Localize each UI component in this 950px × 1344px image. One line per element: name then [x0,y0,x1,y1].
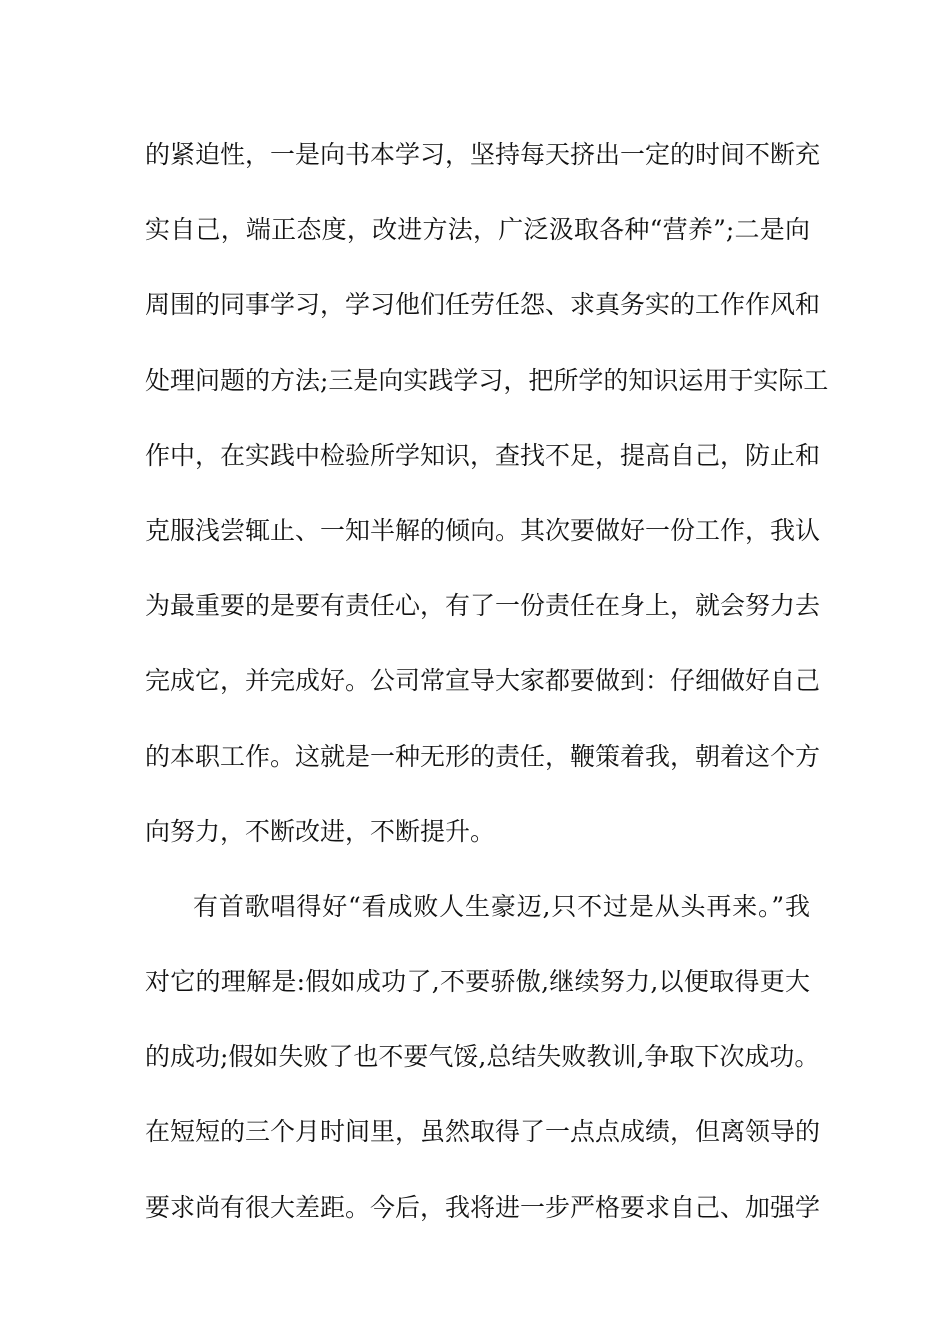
body-text [145,128,829,1256]
text-line: 在短短的三个月时间里，虽然取得了一点点成绩，但离领导的 [145,1117,821,1147]
text-line: 实自己，端正态度，改进方法，广泛汲取各种“营养”;二是向 [145,215,810,245]
text-line: 作中，在实践中检验所学知识，查找不足，提高自己，防止和 [145,440,821,470]
text-line-paragraph-end: 向努力，不断改进，不断提升。 [145,816,496,846]
text-line: 周围的同事学习，学习他们任劳任怨、求真务实的工作作风和 [145,290,821,320]
text-line: 处理问题的方法;三是向实践学习，把所学的知识运用于实际工 [145,365,829,395]
text-line: 克服浅尝辄止、一知半解的倾向。其次要做好一份工作，我认 [145,515,821,545]
text-line: 对它的理解是:假如成功了,不要骄傲,继续努力,以便取得更大 [145,967,810,997]
text-line: 的成功;假如失败了也不要气馁,总结失败教训,争取下次成功。 [145,1042,820,1072]
text-line: 为最重要的是要有责任心，有了一份责任在身上，就会努力去 [145,591,821,621]
text-line-paragraph-start: 有首歌唱得好“看成败人生豪迈,只不过是从头再来。”我 [193,891,810,921]
text-line: 的本职工作。这就是一种无形的责任，鞭策着我，朝着这个方 [145,741,821,771]
text-line: 的紧迫性，一是向书本学习，坚持每天挤出一定的时间不断充 [145,140,821,169]
text-line: 完成它，并完成好。公司常宣导大家都要做到：仔细做好自己 [145,666,821,696]
text-line: 要求尚有很大差距。今后，我将进一步严格要求自己、加强学 [145,1192,821,1222]
